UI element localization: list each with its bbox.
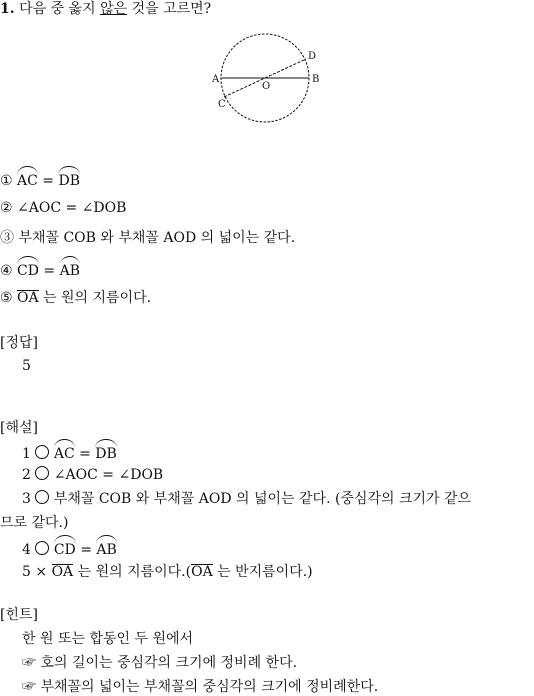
equals-sign: = [37,173,59,189]
choice-marker: ③ [0,230,14,246]
correct-mark-icon [35,445,49,459]
item-text: 부채꼴 COB 와 부채꼴 AOD 의 넓이는 같다. (중심각의 크기가 같으 [53,491,472,507]
correct-mark-icon [35,490,49,504]
answer-header: [정답] [0,335,38,351]
choice-marker: ④ [0,263,13,279]
label-a: A [212,74,220,85]
choice-marker: ① [0,173,13,189]
explanation-item-1 [22,442,117,463]
item-text: ∠AOC = ∠DOB [53,467,164,483]
question-text-underlined: 않은 [100,1,128,17]
choice-3 [0,229,295,247]
choice-1 [0,169,80,190]
label-o: O [262,81,271,92]
segment-oa: OA [17,290,39,306]
equals-sign: = [74,446,96,462]
equals-sign: = [75,542,97,558]
arc-db: DB [58,169,80,190]
choice-text: ∠AOC = ∠DOB [17,200,127,216]
segment-oa: OA [191,564,213,580]
choice-marker: ② [0,200,13,216]
correct-mark-icon [35,466,49,480]
circle-diagram [205,28,335,128]
choice-text: 는 원의 지름이다. [38,290,152,306]
arc-ab: AB [60,259,80,280]
arc-db: DB [95,442,117,463]
item-number: 2 [22,467,31,483]
hint-intro: 한 원 또는 합동인 두 원에서 [22,631,194,647]
item-number: 5 [22,564,31,580]
question-text-pre: 다음 중 옳지 [19,1,101,17]
wrong-mark-icon: × [35,564,48,580]
question-number: 1. [0,1,15,17]
choice-2 [0,199,126,217]
question-line [0,0,211,18]
arc-cd: CD [17,259,39,280]
choice-4 [0,259,80,280]
item-text: 는 원의 지름이다.( [73,564,192,580]
explanation-item-4 [22,538,117,559]
label-d: D [308,51,317,62]
correct-mark-icon [35,541,49,555]
hint-item-1: ☞ 호의 길이는 중심각의 크기에 정비례 한다. [22,655,298,671]
arc-ac: AC [54,442,75,463]
segment-oa: OA [51,564,74,580]
choice-text: 부채꼴 COB 와 부채꼴 AOD 의 넓이는 같다. [18,230,296,246]
equals-sign: = [38,263,60,279]
arc-ac: AC [17,169,38,190]
explanation-item-2 [22,466,163,484]
arc-ab: AB [96,538,116,559]
arc-cd: CD [54,538,76,559]
explanation-item-3-continued: 므로 같다.) [0,515,69,531]
label-c: C [218,99,226,110]
hint-header: [힌트] [0,607,38,623]
question-text-post: 것을 고르면? [127,1,212,17]
explanation-header: [해설] [0,420,38,436]
answer-value: 5 [22,358,31,374]
item-number: 3 [22,491,31,507]
explanation-item-5 [22,563,313,581]
explanation-item-3 [22,490,471,508]
item-number: 4 [22,542,31,558]
item-number: 1 [22,446,31,462]
choice-marker: ⑤ [0,290,13,306]
hint-item-2: ☞ 부채꼴의 넓이는 부채꼴의 중심각의 크기에 정비례한다. [22,679,379,695]
label-b: B [312,74,320,85]
item-text: 는 반지름이다.) [212,564,313,580]
choice-5 [0,289,151,307]
